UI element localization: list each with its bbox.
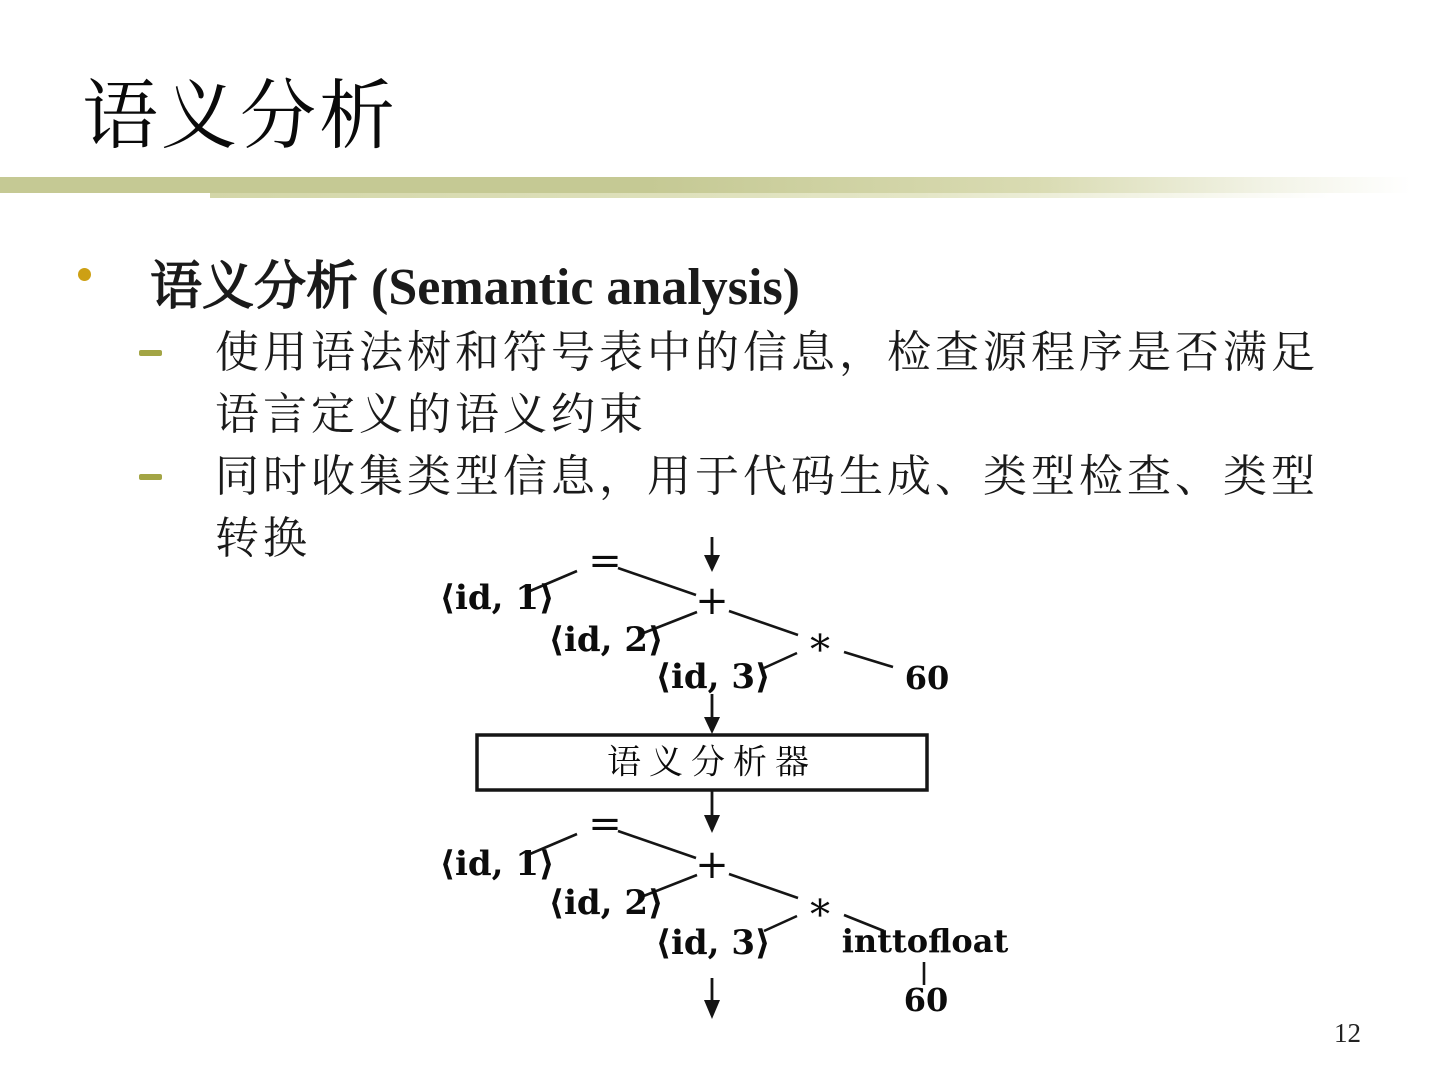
tree-after-node-id1: ⟨id, 1⟩ <box>439 844 555 884</box>
tree-before-node-plus: + <box>695 578 729 624</box>
tree-after-node-inttofloat: inttofloat <box>841 922 1009 960</box>
sub-bullet-2: 同时收集类型信息，用于代码生成、类型检查、类型转换 <box>215 452 1319 563</box>
arrow-head-icon <box>704 1000 720 1019</box>
main-bullet-text: 语义分析 (Semantic analysis) <box>150 259 801 316</box>
arrow-head-icon <box>704 717 720 734</box>
arrow-out-of-analyzer <box>704 791 720 833</box>
semantic-analyzer-label: 语义分析器 <box>607 744 817 782</box>
arrow-input <box>704 537 720 572</box>
arrow-head-icon <box>704 555 720 572</box>
tree-before-node-id2: ⟨id, 2⟩ <box>548 620 664 660</box>
tree-before-node-star: ∗ <box>806 619 834 665</box>
tree-after-node-id2: ⟨id, 2⟩ <box>548 883 664 923</box>
page-title: 语义分析 <box>82 75 398 159</box>
page-number: 12 <box>1334 1018 1361 1048</box>
arrow-output <box>704 978 720 1019</box>
tree-edge <box>729 874 798 898</box>
tree-after-node-60: 60 <box>903 981 949 1019</box>
tree-after-node-id3: ⟨id, 3⟩ <box>655 923 771 963</box>
tree-edge <box>844 652 893 667</box>
tree-after-nodes <box>439 801 1008 1019</box>
tree-before-node-id3: ⟨id, 3⟩ <box>655 657 771 697</box>
tree-edge <box>618 831 696 858</box>
tree-before-node-eq: = <box>588 538 622 584</box>
tree-before-node-id1: ⟨id, 1⟩ <box>439 578 555 618</box>
tree-after-node-plus: + <box>695 842 729 888</box>
arrow-head-icon <box>704 815 720 833</box>
tree-before-nodes <box>439 538 949 697</box>
tree-after-node-star: ∗ <box>806 884 834 930</box>
tree-after-node-eq: = <box>588 801 622 847</box>
tree-edge <box>729 611 798 635</box>
arrow-into-analyzer <box>704 694 720 734</box>
tree-edge <box>618 568 696 595</box>
tree-before-node-60: 60 <box>904 659 950 697</box>
sub-bullet-1: 使用语法树和符号表中的信息，检查源程序是否满足语言定义的语义约束 <box>215 328 1319 439</box>
